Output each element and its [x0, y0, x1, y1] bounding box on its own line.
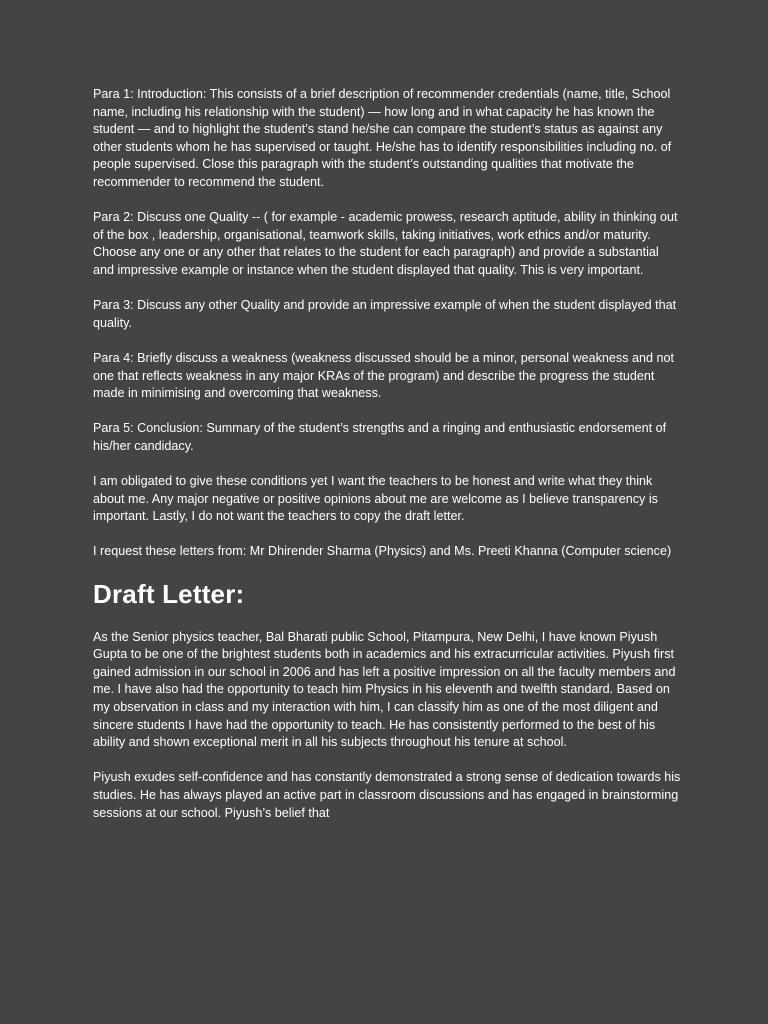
- document-page: [93, 86, 683, 840]
- note-paragraph: I am obligated to give these conditions yet I want the teachers to be honest and write what they think about me. Any major negative or positive opinions about me are welcome as I believe transparency is important. Lastly, I do not want the teachers to copy the draft letter.: [93, 474, 658, 524]
- instruction-para-4: Para 4: Briefly discuss a weakness (weakness discussed should be a minor, personal weakness and not one that reflects weakness in any major KRAs of the program) and describe the progress the student made in minimising and overcoming that weakness.: [93, 350, 675, 401]
- draft-letter-heading: Draft Letter:: [93, 578, 245, 609]
- instruction-para-1: Para 1: Introduction: This consists of a brief description of recommender credentials (name, title, School name, including his relationship with the student) — how long and in what capacity he has known the student — and to highlight the student’s stand he/she can compare the student’s status as against any other students whom he has supervised or taught. He/she has to identify responsibilities including no. of people supervised. Close this paragraph with the student’s outstanding qualities that motivate the recommender to recommend the student.: [93, 87, 672, 189]
- instruction-para-3: Para 3: Discuss any other Quality and provide an impressive example of when the student displayed that quality.: [93, 298, 677, 330]
- instruction-para-2: Para 2: Discuss one Quality -- ( for example - academic prowess, research aptitude, ability in thinking out of the box , leadership, organisational, teamwork skills, taking initiatives, work ethics and/or maturity. Choose any one or any other that relates to the student for each paragraph) and provide a substantial and impressive example or instance when the student displayed that quality. This is very important.: [93, 210, 678, 277]
- letter-paragraph-1: As the Senior physics teacher, Bal Bharati public School, Pitampura, New Delhi, I have known Piyush Gupta to be one of the brightest students both in academics and his extracurricular activities. Piyush first gained admission in our school in 2006 and has left a positive impression on all the faculty members and me. I have also had the opportunity to teach him Physics in his eleventh and twelfth standard. Based on my observation in class and my interaction with him, I can classify him as one of the most diligent and sincere students I have had the opportunity to teach. He has consistently performed to the best of his ability and shown exceptional merit in all his subjects throughout his tenure at school.: [93, 629, 676, 750]
- letter-paragraph-2: Piyush exudes self-confidence and has constantly demonstrated a strong sense of dedication towards his studies. He has always played an active part in classroom discussions and has engaged in brainstorming sessions at our school. Piyush’s belief that: [93, 770, 681, 820]
- instruction-para-5: Para 5: Conclusion: Summary of the student’s strengths and a ringing and enthusiastic endorsement of his/her candidacy.: [93, 421, 667, 453]
- request-paragraph: I request these letters from: Mr Dhirender Sharma (Physics) and Ms. Preeti Khanna (Computer science): [93, 544, 672, 559]
